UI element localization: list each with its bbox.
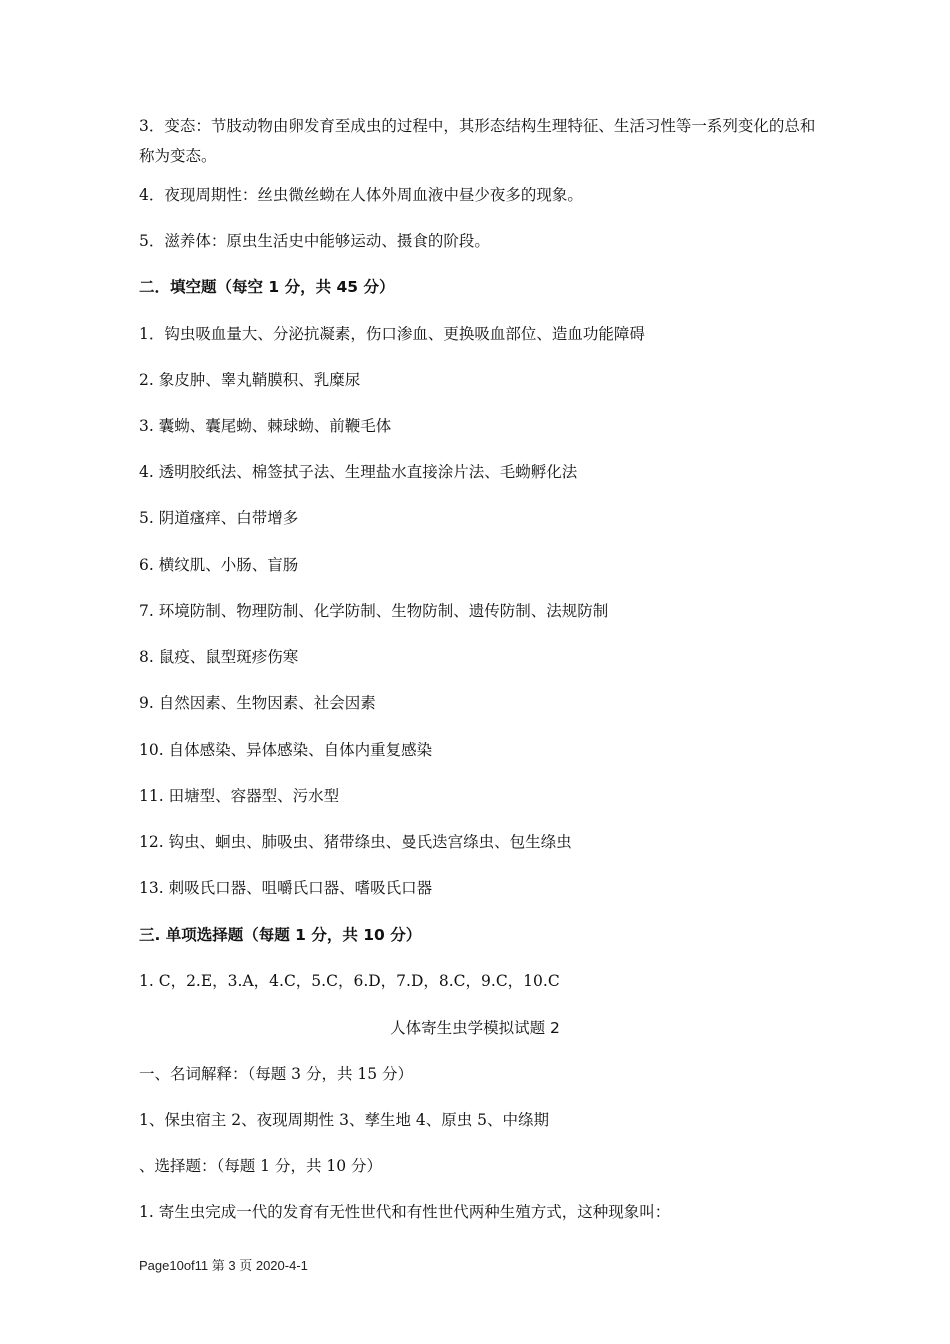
fill-answer-11: 11. 田塘型、容器型、污水型 [139,787,340,805]
test-2-title: 人体寄生虫学模拟试题 2 [390,1019,560,1037]
fill-answer-12: 12. 钩虫、蛔虫、肺吸虫、猪带绦虫、曼氏迭宫绦虫、包生绦虫 [139,833,572,851]
definition-trophozoite: 5．滋养体：原虫生活史中能够运动、摄食的阶段。 [139,232,490,250]
fill-answer-9: 9. 自然因素、生物因素、社会因素 [139,694,376,712]
part-1-terms: 1、保虫宿主 2、夜现周期性 3、孳生地 4、原虫 5、中绦期 [139,1111,550,1129]
fill-answer-13: 13. 刺吸氏口器、咀嚼氏口器、嗜吸氏口器 [139,879,433,897]
question-1: 1. 寄生虫完成一代的发育有无性世代和有性世代两种生殖方式，这种现象叫： [139,1203,671,1221]
definition-metamorphosis: 3．变态：节肢动物由卵发育至成虫的过程中，其形态结构生理特征、生活习性等一系列变化的总和称为变态。 [139,117,816,165]
part-1-heading: 一、名词解释：（每题 3 分，共 15 分） [139,1065,414,1083]
fill-answer-1: 1．钩虫吸血量大、分泌抗凝素，伤口渗血、更换吸血部位、造血功能障碍 [139,325,645,343]
fill-answer-6: 6. 横纹肌、小肠、盲肠 [139,556,299,574]
fill-answer-5: 5. 阴道瘙痒、白带增多 [139,509,299,527]
fill-answer-8: 8. 鼠疫、鼠型斑疹伤寒 [139,648,299,666]
fill-answer-7: 7. 环境防制、物理防制、化学防制、生物防制、遗传防制、法规防制 [139,602,609,620]
fill-answer-10: 10. 自体感染、异体感染、自体内重复感染 [139,741,433,759]
fill-answer-4: 4. 透明胶纸法、棉签拭子法、生理盐水直接涂片法、毛蚴孵化法 [139,463,578,481]
section-single-choice-heading: 三. 单项选择题（每题 1 分，共 10 分） [139,926,422,944]
section-fill-in-heading: 二．填空题（每空 1 分，共 45 分） [139,278,395,296]
single-choice-answers: 1. C，2.E，3.A，4.C，5.C，6.D，7.D，8.C，9.C，10.C [139,972,560,990]
fill-answer-3: 3. 囊蚴、囊尾蚴、棘球蚴、前鞭毛体 [139,417,392,435]
page-footer: Page10of11 第 3 页 2020-4-1 [139,1258,308,1273]
definition-nocturnal-periodicity: 4．夜现周期性：丝虫微丝蚴在人体外周血液中昼少夜多的现象。 [139,186,583,204]
part-2-heading: 、选择题：（每题 1 分，共 10 分） [139,1157,383,1175]
fill-answer-2: 2. 象皮肿、睾丸鞘膜积、乳糜尿 [139,371,361,389]
